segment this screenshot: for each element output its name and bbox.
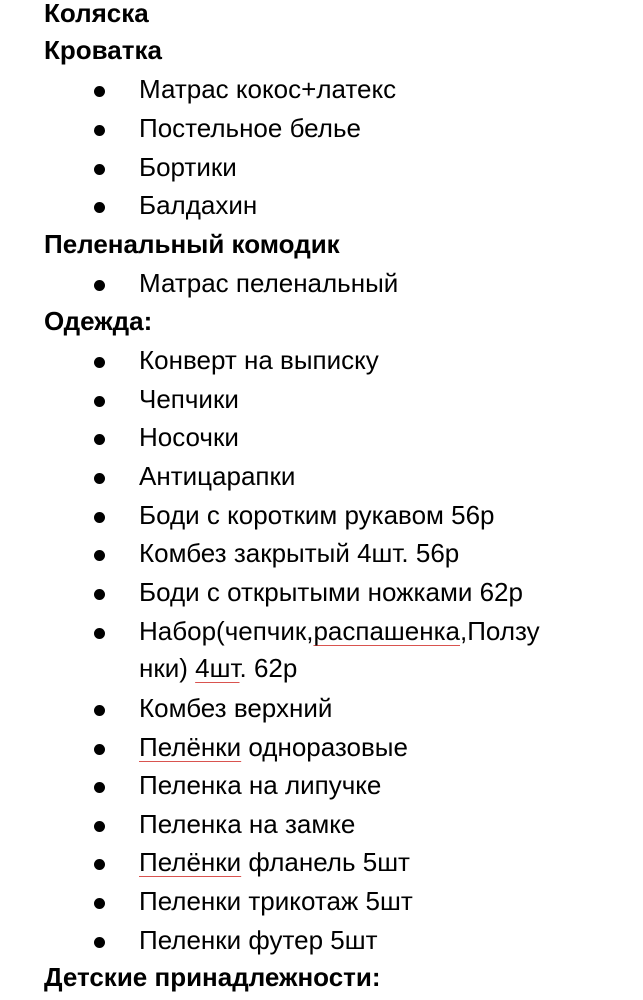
spellcheck-word: Пелёнки	[139, 732, 242, 762]
list-item-continuation: нки) 4шт. 62р	[139, 653, 298, 683]
bullet-icon	[94, 744, 105, 755]
bullet-icon	[94, 473, 105, 484]
spellcheck-word: 4шт	[195, 653, 240, 683]
list-item: Пеленка на замке	[0, 808, 643, 840]
bullet-icon	[94, 280, 105, 291]
list-item-text: Набор(чепчик,распашенка,Ползу	[139, 616, 540, 646]
list-item: Пеленки трикотаж 5шт	[0, 885, 643, 917]
list-item: Пеленки футер 5шт	[0, 924, 643, 956]
list-item: Бортики	[0, 151, 643, 183]
bullet-icon	[94, 125, 105, 136]
list-item: Антицарапки	[0, 460, 643, 492]
bullet-icon	[94, 550, 105, 561]
bullet-icon	[94, 705, 105, 716]
bullet-icon	[94, 164, 105, 175]
bullet-icon	[94, 898, 105, 909]
bullet-icon	[94, 434, 105, 445]
list-item	[0, 731, 643, 763]
section-heading-stroller: Коляска	[44, 0, 149, 28]
list-item-text: Пелёнки фланель 5шт	[139, 847, 410, 877]
section-heading-changing-table: Пеленальный комодик	[44, 229, 340, 259]
spellcheck-word: Пелёнки	[139, 847, 242, 877]
list-item: Комбез закрытый 4шт. 56р	[0, 537, 643, 569]
section-heading-clothes: Одежда:	[44, 306, 153, 336]
bullet-icon	[94, 589, 105, 600]
section-heading-baby-accessories: Детские принадлежности:	[44, 962, 381, 992]
list-item: Пеленка на липучке	[0, 769, 643, 801]
bullet-icon	[94, 821, 105, 832]
list-item: Конверт на выписку	[0, 344, 643, 376]
bullet-icon	[94, 202, 105, 213]
bullet-icon	[94, 628, 105, 639]
bullet-icon	[94, 357, 105, 368]
bullet-icon	[94, 396, 105, 407]
list-item: Балдахин	[0, 189, 643, 221]
bullet-icon	[94, 86, 105, 97]
spellcheck-word: распашенка	[313, 616, 461, 646]
list-item: Боди с коротким рукавом 56р	[0, 499, 643, 531]
bullet-icon	[94, 937, 105, 948]
section-heading-crib: Кроватка	[44, 35, 162, 65]
list-item: Боди с открытыми ножками 62р	[0, 576, 643, 608]
bullet-icon	[94, 782, 105, 793]
list-item: Матрас пеленальный	[0, 267, 643, 299]
list-item: Носочки	[0, 421, 643, 453]
bullet-icon	[94, 512, 105, 523]
list-item: Постельное белье	[0, 112, 643, 144]
list-item	[0, 846, 643, 878]
bullet-icon	[94, 859, 105, 870]
list-item: Комбез верхний	[0, 692, 643, 724]
list-item	[0, 615, 643, 647]
list-item-text: Пелёнки одноразовые	[139, 732, 408, 762]
list-item: Матрас кокос+латекс	[0, 73, 643, 105]
list-item: Чепчики	[0, 383, 643, 415]
